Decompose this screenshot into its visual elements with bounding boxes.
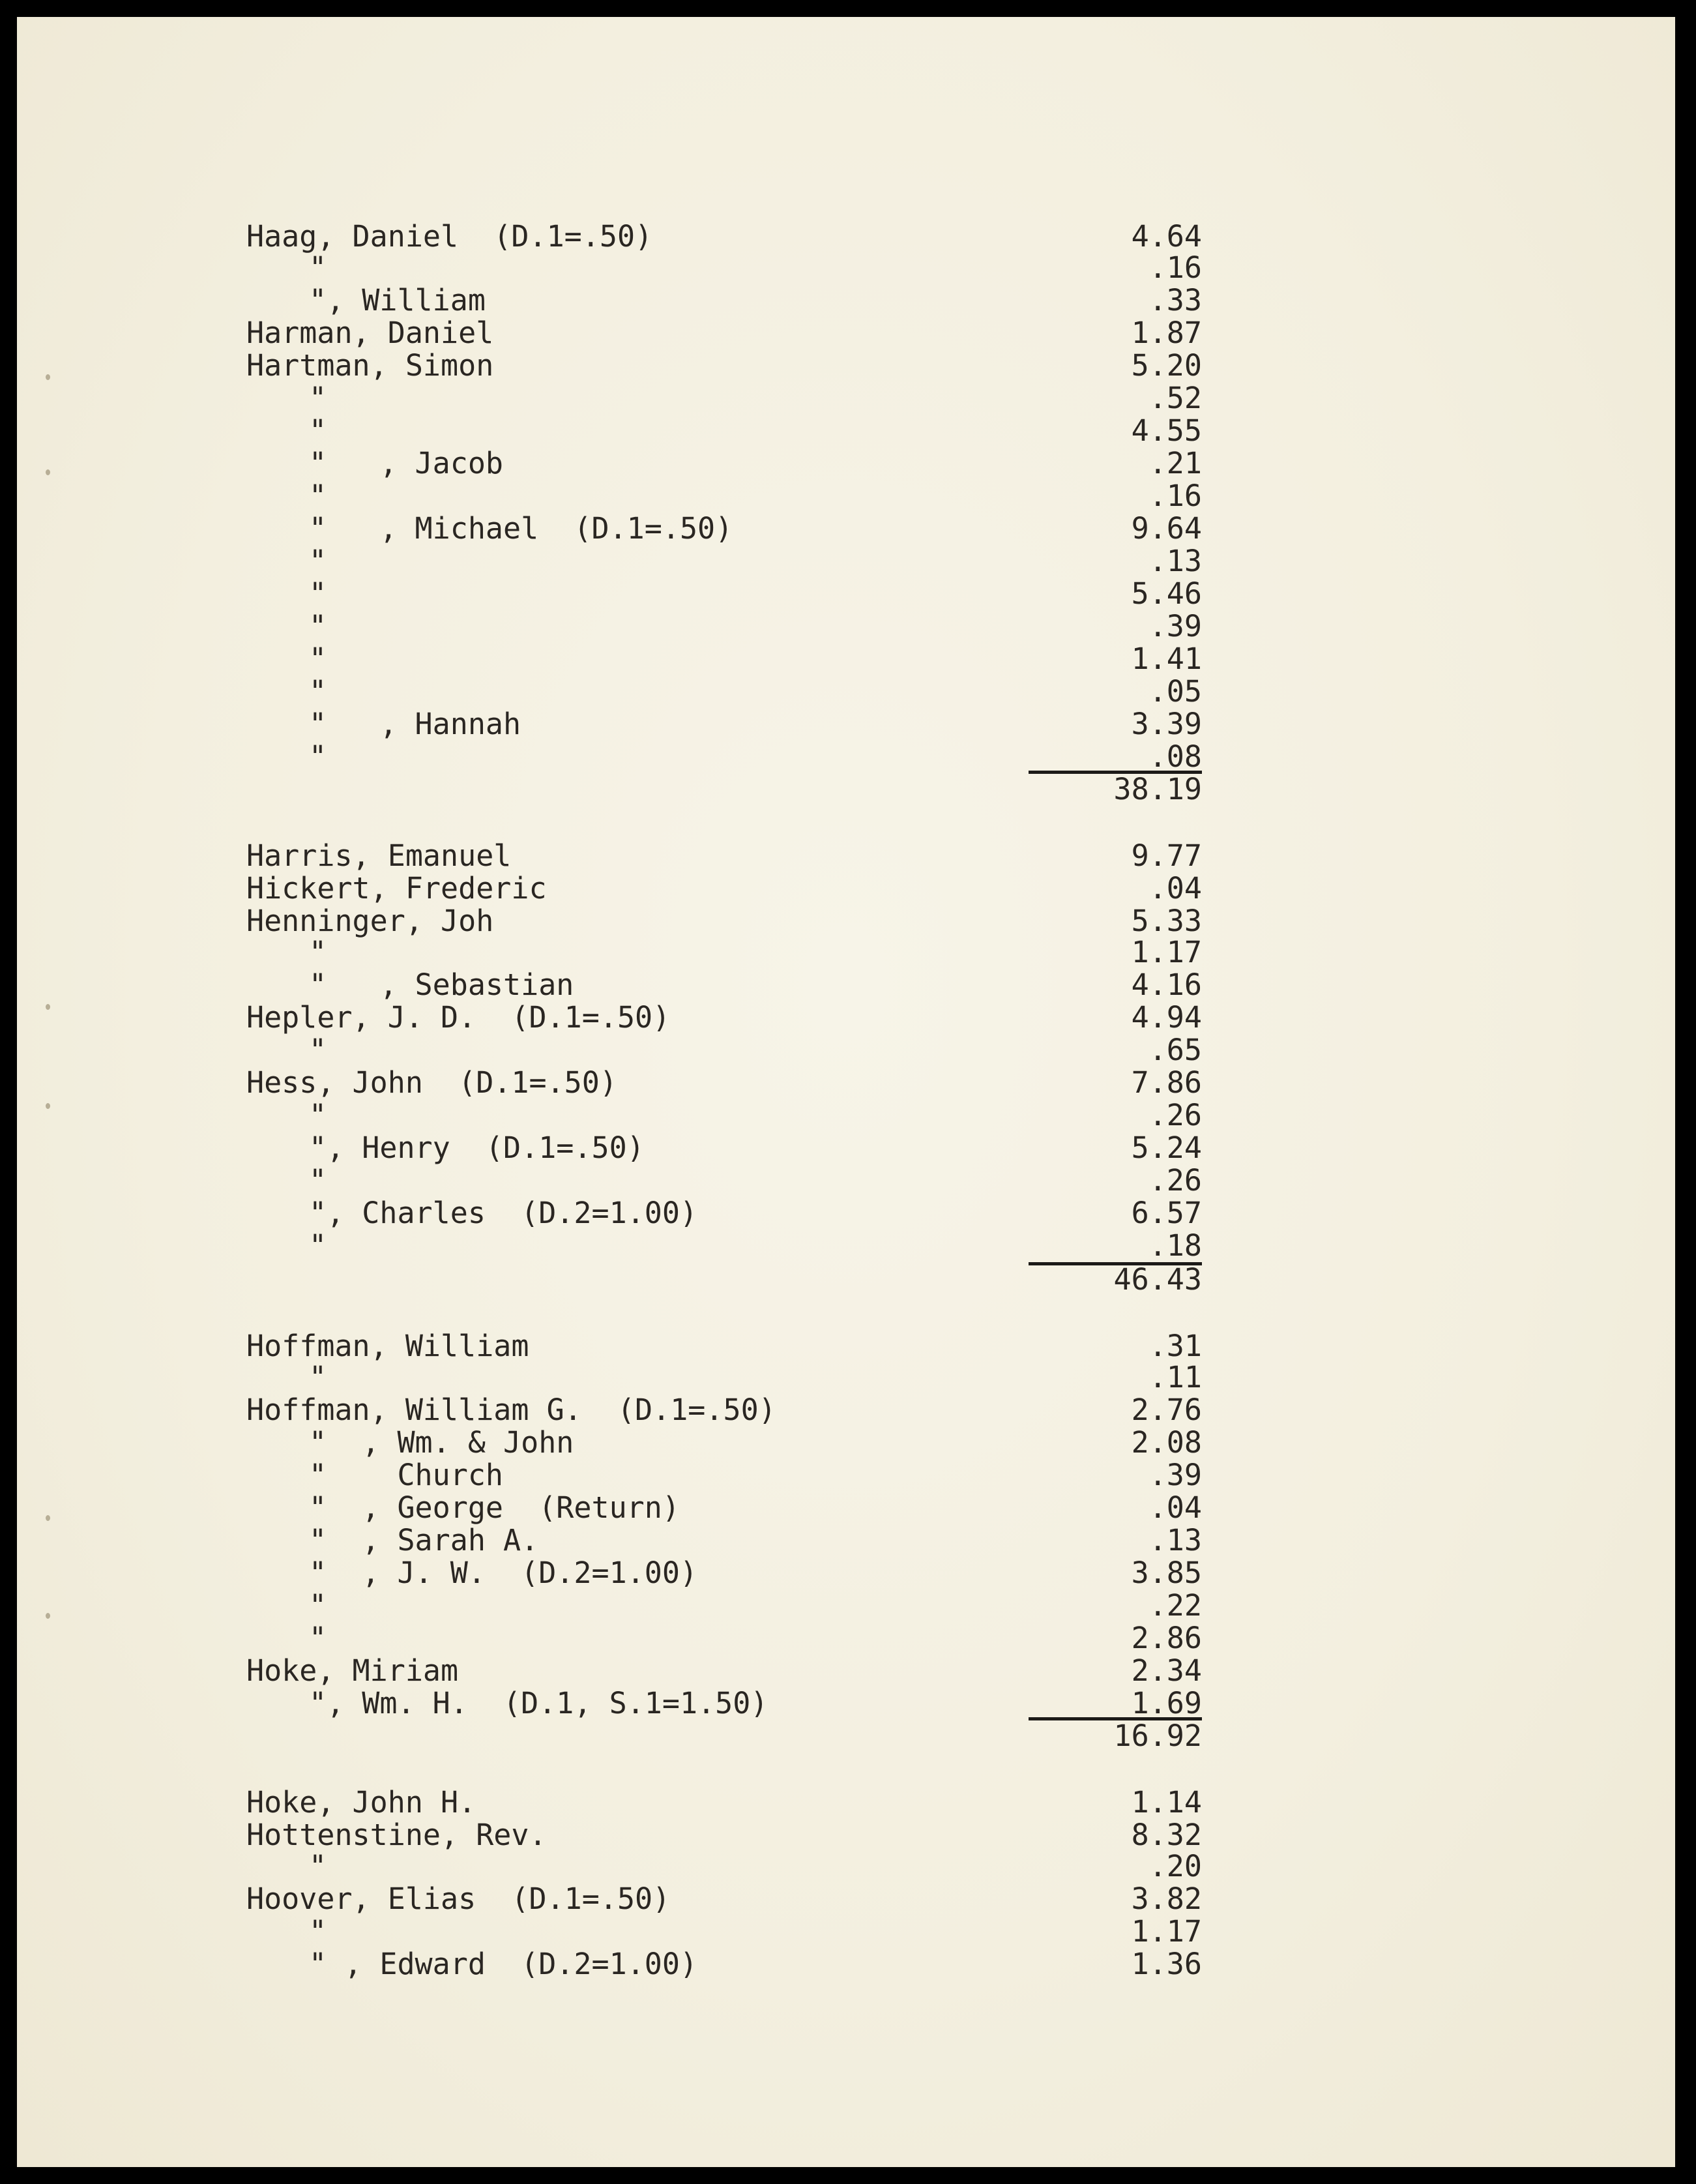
entry-name: " , Edward (D.2=1.00) [309, 1947, 698, 1981]
ledger-row [17, 1459, 1675, 1492]
entry-name: ", Henry (D.1=.50) [309, 1130, 645, 1165]
entry-amount: 6.57 [1131, 1196, 1202, 1230]
ledger-row [17, 1687, 1675, 1720]
entry-name: " [309, 381, 327, 415]
ledger-row [17, 1034, 1675, 1067]
entry-amount: .39 [1148, 1458, 1202, 1492]
entry-name: Harris, Emanuel [246, 838, 512, 873]
entry-amount: 9.64 [1131, 511, 1202, 546]
entry-name: Hoover, Elias (D.1=.50) [246, 1881, 671, 1916]
ledger-row [17, 1850, 1675, 1883]
entry-name: " [309, 576, 327, 611]
entry-name: " [309, 674, 327, 709]
ledger-row [17, 1786, 1675, 1819]
entry-name: " [309, 1098, 327, 1132]
entry-amount: .21 [1148, 446, 1202, 480]
entry-amount: 3.39 [1131, 707, 1202, 741]
entry-amount: 5.33 [1131, 904, 1202, 938]
ledger-row [17, 220, 1675, 253]
entry-name: Haag, Daniel (D.1=.50) [246, 219, 653, 254]
entry-amount: .39 [1148, 609, 1202, 643]
entry-name: " [309, 250, 327, 285]
ledger-row [17, 1099, 1675, 1132]
entry-amount: .31 [1148, 1329, 1202, 1363]
entry-name: " [309, 642, 327, 676]
entry-amount: 9.77 [1131, 838, 1202, 873]
ledger-row [17, 1394, 1675, 1426]
entry-amount: 5.24 [1131, 1130, 1202, 1165]
entry-amount: .04 [1148, 1490, 1202, 1525]
ledger-row [17, 447, 1675, 480]
ledger-row [17, 1361, 1675, 1394]
entry-name: " [309, 1621, 327, 1655]
entry-name: Hess, John (D.1=.50) [246, 1065, 617, 1100]
entry-amount: 1.14 [1131, 1785, 1202, 1820]
ledger-row [17, 905, 1675, 937]
ledger-row [17, 1067, 1675, 1099]
ledger-row [17, 675, 1675, 708]
entry-amount: .26 [1148, 1163, 1202, 1198]
entry-amount: 5.46 [1131, 576, 1202, 611]
ledger-row [17, 545, 1675, 578]
ledger-row [17, 741, 1675, 773]
entry-name: " , Sarah A. [309, 1523, 539, 1557]
entry-name: " [309, 1849, 327, 1883]
entry-name: ", Charles (D.2=1.00) [309, 1196, 698, 1230]
entry-amount: .11 [1148, 1360, 1202, 1395]
ledger-row [17, 872, 1675, 905]
ledger-row [17, 1230, 1675, 1262]
ledger-row [17, 1589, 1675, 1622]
group-total: 46.43 [1113, 1262, 1202, 1297]
ledger-row [17, 578, 1675, 610]
ledger-row [17, 1492, 1675, 1524]
entry-name: ", Wm. H. (D.1, S.1=1.50) [309, 1686, 768, 1720]
entry-amount: 2.08 [1131, 1425, 1202, 1460]
entry-name: Hoke, John H. [246, 1785, 476, 1820]
ledger-row [17, 708, 1675, 741]
ledger-row [17, 1915, 1675, 1948]
entry-amount: 1.17 [1131, 935, 1202, 969]
entry-amount: .04 [1148, 871, 1202, 906]
ledger-row [17, 284, 1675, 317]
entry-amount: 8.32 [1131, 1818, 1202, 1852]
entry-name: " [309, 1033, 327, 1067]
entry-amount: .16 [1148, 250, 1202, 285]
entry-name: " [309, 1588, 327, 1623]
entry-amount: .52 [1148, 381, 1202, 415]
entry-name: " [309, 609, 327, 643]
ledger-row [17, 936, 1675, 969]
entry-name: Hottenstine, Rev. [246, 1818, 547, 1852]
total-row [17, 773, 1675, 806]
entry-name: Harman, Daniel [246, 316, 494, 350]
ledger-page [17, 17, 1675, 2167]
ledger-row [17, 1197, 1675, 1230]
entry-amount: 1.41 [1131, 642, 1202, 676]
entry-name: " , J. W. (D.2=1.00) [309, 1556, 698, 1590]
entry-name: Hartman, Simon [246, 348, 494, 383]
entry-amount: 4.94 [1131, 1000, 1202, 1035]
entry-amount: 2.34 [1131, 1653, 1202, 1688]
ledger-row [17, 1426, 1675, 1459]
entry-name: " , Wm. & John [309, 1425, 574, 1460]
entry-amount: .22 [1148, 1588, 1202, 1623]
ledger-row [17, 610, 1675, 643]
entry-name: Hickert, Frederic [246, 871, 547, 906]
ledger-row [17, 1948, 1675, 1981]
entry-amount: .18 [1148, 1228, 1202, 1263]
entry-name: " [309, 544, 327, 578]
entry-name: " [309, 739, 327, 774]
entry-name: " [309, 1163, 327, 1198]
entry-amount: .13 [1148, 1523, 1202, 1557]
entry-amount: 1.36 [1131, 1947, 1202, 1981]
ledger-row [17, 480, 1675, 512]
ledger-row [17, 252, 1675, 284]
entry-amount: 2.86 [1131, 1621, 1202, 1655]
entry-amount: .05 [1148, 674, 1202, 709]
total-row [17, 1263, 1675, 1296]
entry-amount: .16 [1148, 479, 1202, 513]
entry-amount: 5.20 [1131, 348, 1202, 383]
entry-amount: .20 [1148, 1849, 1202, 1883]
ledger-row [17, 1622, 1675, 1655]
group-total: 16.92 [1113, 1719, 1202, 1753]
ledger-row [17, 1883, 1675, 1915]
ledger-row [17, 643, 1675, 675]
entry-amount: .08 [1148, 739, 1202, 774]
ledger-row [17, 317, 1675, 349]
entry-amount: 1.17 [1131, 1914, 1202, 1949]
entry-amount: 2.76 [1131, 1393, 1202, 1427]
entry-amount: .33 [1148, 283, 1202, 317]
entry-name: " [309, 479, 327, 513]
ledger-row [17, 1164, 1675, 1197]
entry-name: " , Hannah [309, 707, 521, 741]
entry-amount: 7.86 [1131, 1065, 1202, 1100]
total-row [17, 1720, 1675, 1752]
entry-name: " Church [309, 1458, 504, 1492]
group-total: 38.19 [1113, 772, 1202, 806]
ledger-row [17, 1132, 1675, 1164]
ledger-row [17, 382, 1675, 415]
entry-amount: 1.69 [1131, 1686, 1202, 1720]
entry-amount: 3.85 [1131, 1556, 1202, 1590]
ledger-row [17, 1655, 1675, 1687]
ledger-row [17, 1330, 1675, 1363]
entry-amount: 3.82 [1131, 1881, 1202, 1916]
entry-name: " [309, 1360, 327, 1395]
entry-name: " , Sebastian [309, 967, 574, 1002]
entry-name: " [309, 1914, 327, 1949]
entry-amount: 1.87 [1131, 316, 1202, 350]
entry-name: " , Jacob [309, 446, 504, 480]
entry-name: " [309, 935, 327, 969]
entry-amount: .26 [1148, 1098, 1202, 1132]
entry-name: " [309, 413, 327, 448]
entry-name: " , George (Return) [309, 1490, 680, 1525]
entry-name: " , Michael (D.1=.50) [309, 511, 733, 546]
entry-amount: .13 [1148, 544, 1202, 578]
ledger-row [17, 1557, 1675, 1589]
entry-name: " [309, 1228, 327, 1263]
ledger-row [17, 1001, 1675, 1034]
entry-amount: 4.64 [1131, 219, 1202, 254]
entry-name: Hoffman, William [246, 1329, 529, 1363]
ledger-row [17, 1819, 1675, 1852]
ledger-row [17, 969, 1675, 1001]
ledger-row [17, 512, 1675, 545]
ledger-row [17, 349, 1675, 382]
entry-name: Hepler, J. D. (D.1=.50) [246, 1000, 671, 1035]
entry-name: Henninger, Joh [246, 904, 494, 938]
entry-amount: .65 [1148, 1033, 1202, 1067]
entry-name: Hoffman, William G. (D.1=.50) [246, 1393, 776, 1427]
ledger-row [17, 1524, 1675, 1557]
entry-name: ", William [309, 283, 486, 317]
entry-amount: 4.55 [1131, 413, 1202, 448]
ledger-row [17, 840, 1675, 872]
entry-name: Hoke, Miriam [246, 1653, 459, 1688]
ledger-row [17, 415, 1675, 447]
entry-amount: 4.16 [1131, 967, 1202, 1002]
